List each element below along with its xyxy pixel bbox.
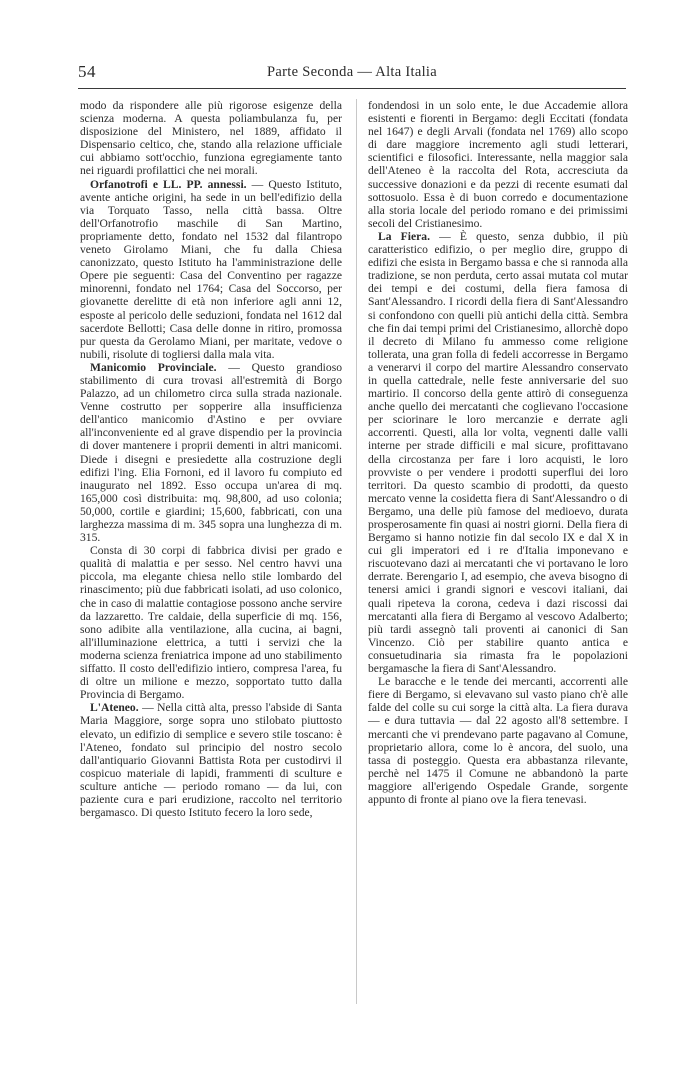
section-heading: L'Ateneo. — [90, 701, 139, 715]
section-heading: La Fiera. — [378, 229, 430, 243]
paragraph-text: — Questo Istituto, avente antiche origini, ha sede in un bell'edifizio della via Torquato Tasso, nella città bassa. Oltre dell'Orfanotrofio maschile di San Martino, propriamente detto, fondato nel 1532 dal filantropo veneto Girolamo Miani, che fu dalla Chiesa canonizzato, questo Istituto ha l'amministrazione delle Opere pie seguenti: Casa del Conventino per ragazze minorenni, fondato nel 1764; Casa del Soccorso, per giovanette derelitte di età non inferiore agli anni 12, esposte al pericolo delle seduzioni, fondata nel 1612 dal sacerdote Bellotti; Casa delle donne in ritiro, promossa pur questa da Gerolamo Miani, per maritate, vedove o nubili, risolute di togliersi dalla mala vita. — [80, 177, 342, 361]
page-header — [78, 60, 626, 86]
section-heading: Manicomio Provinciale. — [90, 360, 217, 374]
paragraph-text: fondendosi in un solo ente, le due Accademie allora esistenti e fiorenti in Bergamo: degli Eccitati (fondata nel 1647) e degli Arvali (fondata nel 1769) allo scopo di dare maggiore incremento agli studi letterari, scientifici e filosofici. Interessante, nella maggior sala dell'Ateneo è la raccolta del Rota, accresciuta da successive donazioni e da pezzi di recente esumati dal sottosuolo. Essa è di buon corredo e documentazione alla storia locale del periodo romano e dei primissimi secoli del Cristianesimo. — [368, 99, 628, 230]
paragraph-text: modo da rispondere alle più rigorose esigenze della scienza moderna. A questa poliambulanza fu, per disposizione del Ministero, nel 1889, affidato il Dispensario celtico, che, stando alla relazione ufficiale cui abbiamo sott'occhio, funziona egregiamente tanto nei riguardi profilattici che nei morali. — [80, 99, 342, 178]
header-rule — [78, 88, 626, 89]
paragraph — [368, 675, 628, 806]
paragraph — [368, 230, 628, 675]
paragraph-text: — È questo, senza dubbio, il più caratteristico edifizio, o per meglio dire, gruppo di edifizi che esista in Bergamo bassa e che si rannoda alla tradizione, se non perduta, certo assai mutata col mutar dei tempi e dei costumi, della fiera famosa di Sant'Alessandro. I ricordi della fiera di Sant'Alessandro si confondono con quelli più antichi della città. Sembra che fin dai tempi primi del Cristianesimo, allorchè dopo il decreto di Milano fu ammesso come religione tollerata, una gran folla di fedeli accorresse in Bergamo a venerarvi il corpo del martire Alessandro conservato in quella cattedrale, nelle feste anniversarie del suo martirio. Il concorso della gente attirò di conseguenza anche quello dei mercatanti che coglievano l'occasione per sciorinare le loro mercanzie e derrate agli accorrenti. Questi, alla lor volta, vegnenti dalle valli interne per strade difficili e mal sicure, profittavano della circostanza per fare i loro acquisti, le loro provviste o per vendere i prodotti superflui dei loro territori. Da questo scambio di prodotti, da questo mercato venne la cosidetta fiera di Sant'Alessandro o di Bergamo, una delle più famose del medioevo, durata prosperosamente fin quasi ai nostri giorni. Della fiera di Bergamo si hanno notizie fin dal secolo IX e dal X in cui gli imperatori ed i re d'Italia imponevano e riscuotevano dazi ai mercatanti che vi portavano le loro derrate. Berengario I, ad esempio, che aveva bisogno di tenersi amici i grandi signori e vescovi italiani, dai quali ripeteva la corona, cedeva i dazi riscossi dai mercatanti alla fiera di Bergamo al vescovo Adalberto; più tardi assegnò tali proventi ai canonici di San Vincenzo. Ciò per stabilire quanto antica e consuetudinaria sia rimasta fra le popolazioni bergamasche la fiera di Sant'Alessandro. — [368, 229, 629, 676]
paragraph-text: Consta di 30 corpi di fabbrica divisi per grado e qualità di malattia e per sesso. Nel centro havvi una piccola, ma elegante chiesa nello stile lombardo del rinascimento; più due fabbricati isolati, ad uso colonico, che in caso di malattie contagiose possono anche servire da lazzaretto. Tre caldaie, della superficie di mq. 156, sono adibite alla ventilazione, alla cucina, ai bagni, all'illuminazione elettrica, a tutti i servizi che la moderna scienza freniatrica impone ad uno stabilimento siffatto. Il costo dell'edifizio intiero, compresa l'area, fu di oltre un milione e mezzo, sopportato tutto dalla Provincia di Bergamo. — [80, 544, 342, 702]
paragraph-text: Le baracche e le tende dei mercanti, accorrenti alle fiere di Bergamo, si elevavano sul vasto piano ch'è alle falde del colle su cui sorge la città alta. La fiera durava — e dura tuttavia — dal 22 agosto all'8 settembre. I mercanti che vi prendevano parte pagavano al Comune, proprietario allora, come lo è ancora, del suolo, una tassa di posteggio. Questa era abbastanza rilevante, perchè nel 1475 il Comune ne abbandonò la parte maggiore all'erigendo Ospedale Grande, sorgente appunto di fronte al piano ove la fiera tenevasi. — [368, 675, 628, 806]
left-column — [80, 99, 342, 819]
paragraph — [80, 544, 342, 701]
page-number: 54 — [78, 62, 96, 81]
paragraph — [80, 99, 342, 178]
column-separator — [356, 99, 357, 1004]
right-column — [368, 99, 628, 806]
paragraph — [80, 701, 342, 819]
running-title: Parte Seconda — Alta Italia — [267, 64, 437, 80]
section-heading: Orfanotrofi e LL. PP. annessi. — [90, 177, 247, 191]
paragraph-text: — Questo grandioso stabilimento di cura trovasi all'estremità di Borgo Palazzo, ad un chilometro circa sulla strada nazionale. Venne costrutto per sopperire alla insufficienza dell'antico manicomio d'Astino e per ovviare all'inconveniente ed al grave dispendio per la provincia di dover mantenere i proprii dementi in altri manicomi. Diede i disegni e presiedette alla costruzione degli edifizi l'ing. Elia Fornoni, ed il lavoro fu compiuto ed inaugurato nel 1892. Esso occupa un'area di mq. 165,000 così distribuita: mq. 98,800, ad uso colonia; 50,000, cortile e giardini; 15,600, fabbricati, con una larghezza massima di m. 345 sopra una lunghezza di m. 315. — [80, 360, 342, 545]
paragraph — [368, 99, 628, 230]
paragraph — [80, 361, 342, 544]
paragraph — [80, 178, 342, 361]
paragraph-text: — Nella città alta, presso l'abside di Santa Maria Maggiore, sorge sopra uno stilobato piuttosto elevato, un edifizio di semplice e severo stile toscano: è l'Ateneo, fondato sul principio del nostro secolo dall'antiquario Giovanni Battista Rota per custodirvi il cospicuo materiale di lapidi, frammenti di sculture e sculture antiche — periodo romano — da lui, con paziente cura e pari erudizione, raccolto nel territorio bergamasco. Di questo Istituto fecero la loro sede, — [80, 701, 342, 820]
